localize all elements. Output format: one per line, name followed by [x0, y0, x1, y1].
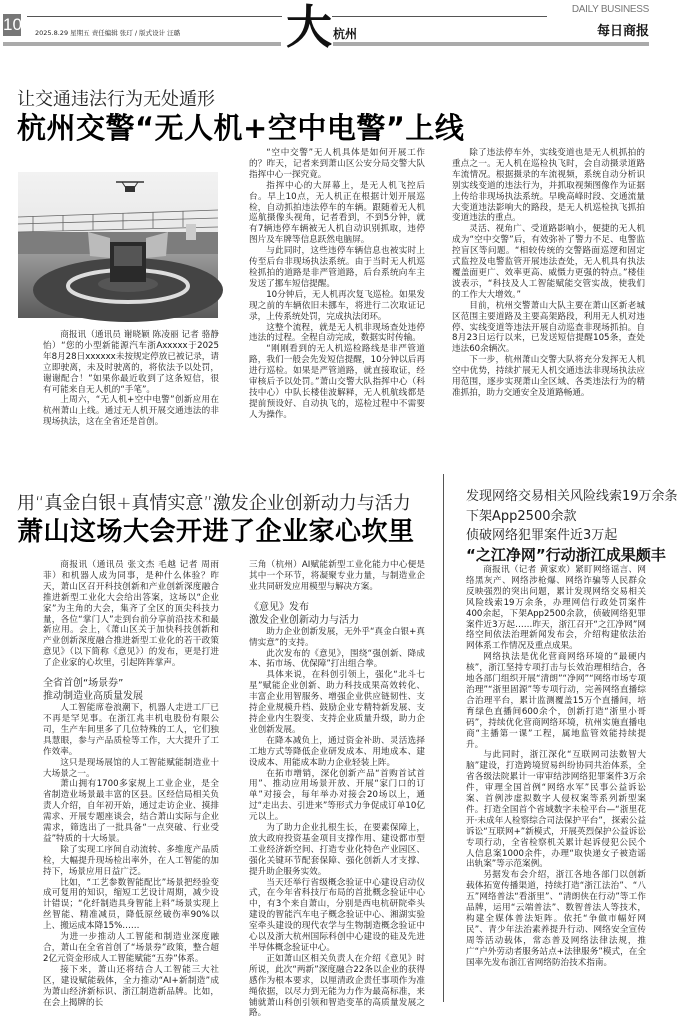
article1-column-3 — [452, 148, 645, 399]
paragraph: 人工智能席卷浪潮下，机器人走进工厂已不再是罕见事。在浙江兆丰机电股份有限公司，生产车间里多了几位特殊的工人，它们独具慧眼，参与产品质检等工作，大大提升了工作效率。 — [43, 703, 219, 757]
paragraph: 指挥中心的大屏幕上，是无人机飞控后台。早上10点，无人机正在根据计划开展巡检，自动抓拍违法停车的车辆。跟随着无人机巡航摄像头视角，记者看到，不到5分钟，就有7辆违停车辆被无人机自动识别抓取，违停图片及车牌等信息跃然电脑屏。 — [249, 180, 425, 246]
article1-column-1 — [43, 330, 219, 428]
drone-photo — [18, 172, 218, 318]
paragraph: 与此同时，这些违停车辆信息也被实时上传至后台非现场执法系统。由于当时无人机巡检抓拍的道路是非严管道路，后台系统向车主发送了挪车短信提醒。 — [249, 246, 425, 289]
article3-divider — [443, 474, 444, 1002]
paragraph: 这只是现场展馆的人工智能赋能制造业十大场景之一。 — [43, 757, 219, 779]
paragraph: 灵活、视角广、受道路影响小，便捷的无人机成为“空中交警”后，有效弥补了警力不足、电警监控盲区等问题。“相较传统的交警路面巡逻和固定式监控及电警监管开展违法查处，无人机具有执法覆盖面更广、效率更高、威慑力更强的特点。”楼佳波表示，“科技及人工智能赋能交管实战，使我们的工作大大增效。” — [452, 224, 645, 300]
paragraph: 助力企业创新发展，无外乎“真金白银+真情实意”的支持。 — [249, 626, 425, 648]
article2-title: 萧山这场大会开进了企业家心坎里 — [17, 517, 415, 547]
paragraph: 萧山拥有1700多家规上工业企业，是全省制造业场景最丰富的区县。区经信局相关负责人介绍，自年初开始，通过走访企业、摸排需求、开展专题座谈会，结合萧山实际与企业需求，筛选出了一批具备“一点突破、行业受益”特质的十大场景。 — [43, 779, 219, 844]
paragraph: 上周六，“无人机+空中电警”创新应用在杭州萧山上线。通过无人机开展交通违法的非现场执法，这在全省还是首创。 — [43, 395, 219, 428]
section-name: 杭州 — [333, 27, 358, 41]
brand-chinese: 每日商报 — [596, 24, 649, 39]
header-bar — [3, 42, 281, 46]
paragraph: 比如，“工艺参数智能配比”场景把经验变成可复用的知识，缩短工艺设计周期，减少设计错误；“化纤制造具身智能上料”场景实现上丝智能、精准减员，降低原丝破伤率90%以上、搬运成本降15%…… — [43, 877, 219, 932]
subheading: 全省首创“场景券” — [43, 678, 124, 690]
paragraph: 三角（杭州）AI赋能新型工业化能力中心便是其中一个环节，将凝聚专业力量，与制造业企业共同研发应用模型与解决方案。 — [249, 560, 425, 592]
header-rule — [332, 16, 547, 17]
paragraph: 这整个流程，就是无人机非现场查处违停违法的过程。全程自动完成，数据实时传输。 — [249, 322, 425, 344]
paragraph: 在降本减负上，通过资金补助、灵活选择工地方式等降低企业研发成本、用地成本、建设成本、用能成本助力企业轻装上阵。 — [249, 735, 425, 768]
kicker-line: 侦破网络犯罪案件近3万起 — [466, 528, 618, 543]
article3-kicker — [466, 487, 678, 565]
subheading: 《意见》发布 — [249, 601, 309, 613]
article3-title: “之江净网”行动浙江成果颇丰 — [466, 545, 666, 564]
brand-english: DAILY BUSINESS — [571, 4, 649, 15]
article2-column-1 — [43, 560, 219, 1008]
paragraph: 另据发布会介绍，浙江各地各部门以创新载体拓宽传播渠道，持续打造“浙江法治”、“八五”网络普法“看浙里”、“清朗侠在行动”等工作品牌，运用“云端普法”、数智普法人等技术，构建全媒体普法矩阵。依托“争做市幅好网民”、青少年法治素养提升行动、网络安全宣传周等活动载体，常态普及网络法律法规，推广“户外劳动者服务站点+法律服务”模式，在全国率先发布浙江省网络防治技术指南。 — [466, 870, 646, 968]
article1-kicker: 让交通违法行为无处遁形 — [17, 89, 215, 110]
paragraph: 商报讯（记者 黄家欢）紧盯网络谣言、网络黑灰产、网络涉枪爆、网络诈骗等人民群众反映强烈的突出问题，累计发现网络交易相关风险线索19万余条，办理网信行政处罚案件400余起，下架App2500余款，侦破网络犯罪案件近3万起……昨天，浙江召开“之江净网”网络空间依法治理新闻发布会，介绍构建依法治网体系工作情况及重点成果。 — [466, 565, 646, 652]
page-number: 10 — [3, 15, 22, 34]
paragraph: 除了实现工序间自动流转、多维度产品质检，大幅提升现场检出率外，在人工智能的加持下，场景应用日益广泛。 — [43, 844, 219, 877]
paragraph: 网络执法是优化营商网络环境的“最硬内核”，浙江坚持专项打击与长效治理相结合，各地各部门组织开展“清朗”“净网”“网络市场专项治理”“浙里固源”等专项行动，完善网络直播综合治理平台，累计监测覆盖15万个直播间，培育绿色直播间600余个，创新打造“浙里小哥码”，持续优化营商网络环境，杭州实施直播电商“主播第一课”工程，属地监管效能持续提升。 — [466, 652, 646, 750]
paragraph: 接下来，萧山还将结合人工智能三大社区，建设赋能载体，全力推动“AI+新制造”成为萧山经济新标识、浙江制造新品牌。比如，在会上揭牌的长 — [43, 964, 219, 1008]
paragraph: 在拓市增销，深化创新产品“首购首试首用”、推动应用场景开放、开展“家门口的订单”对接会，每年举办对接会20场以上，通过“走出去、引进来”等形式力争促成订单10亿元以上。 — [249, 768, 425, 823]
article1-column-2 — [249, 148, 425, 421]
paragraph: “空中交警”无人机具体是如何开展工作的？昨天，记者来到萧山区公安分局交警大队指挥中心一探究竟。 — [249, 148, 425, 180]
section-logo: 大 — [286, 0, 332, 54]
kicker-line: 发现网络交易相关风险线索19万余条 — [466, 489, 678, 504]
subheading: 推动制造业高质量发展 — [43, 691, 143, 703]
paragraph: “刚刚看到的无人机巡检路线是非严管道路，我们一般会先发短信提醒，10分钟以后再进行巡检。如果是严管道路，就直接取证，经审核后予以处罚。”萧山交警大队指挥中心（科技中心）中队长楼佳波解释，无人机航线都是提前预设好、自动执飞的，巡检过程中不需要人为操作。 — [249, 344, 425, 420]
article2-column-2 — [249, 560, 425, 1019]
paragraph: 当天还举行省级概念验证中心建设启动仪式，在今年省科技厅布局的首批概念验证中心中，有3个来自萧山，分别是西电杭研院牵头建设的智能汽车电子概念验证中心、湘湖实验室牵头建设的现代农学与生物制造概念验证中心以及浙大杭州国际科创中心建设的硅及先进半导体概念验证中心。 — [249, 877, 425, 953]
date-editor-line: 2025.8.29 星期五 责任编辑 张玎 / 版式设计 汪璐 — [35, 29, 181, 37]
paragraph: 与此同时，浙江深化“互联网司法数智大脑”建设，打造跨境贸易纠纷协同共治体系，全省各级法院累计一审审结涉网络犯罪案件3万余件，审理全国首例“网络水军”民事公益诉讼案、首例涉虚拟数字人侵权案等系列新型案件。打造全国首个省域数字未检平台—“浙里花开·未成年人检察综合司法保护平台”，探索公益诉讼“互联网+”新模式，开展英烈保护公益诉讼专项行动，全省检察机关累计起诉侵犯公民个人信息案1000余件，办理“取快递女子被造谣出轨案”等示范案例。 — [466, 750, 646, 870]
kicker-line: 下架App2500余款 — [466, 508, 577, 524]
paragraph: 为进一步推动人工智能和制造业深度融合，萧山在全省首创了“场景券”政策，整合超2亿元资金形成人工智能赋能“五券”体系。 — [43, 932, 219, 964]
subheading: 激发企业创新动力与活力 — [249, 614, 359, 626]
article1-title: 杭州交警“无人机+空中电警”上线 — [17, 111, 465, 145]
paragraph: 商报讯（通讯员 谢晓颖 陈凌丽 记者 骆静怡）“您的小型新能源汽车浙Axxxxx于2025年8月28日xxxxxx未按规定停放已被记录，请立即驶离，未及时驶离的，将依法予以处罚，谢谢配合！”如果你最近收到了这条短信，很有可能来自无人机的“手笔”。 — [43, 330, 219, 395]
article3-body — [466, 565, 646, 969]
paragraph: 下一步，杭州萧山交警大队将充分发挥无人机空中优势，持续扩展无人机交通违法非现场执法应用范围，逐步实现萧山全区域、各类违法行为的精准抓拍，助力交通安全及道路畅通。 — [452, 355, 645, 398]
paragraph: 此次发布的《意见》，围绕“强创新、降成本、拓市场、优保障”打出组合拳。 — [249, 648, 425, 670]
paragraph: 10分钟后，无人机再次复飞巡检。如果发现之前的车辆依旧未挪车，将进行二次取证记录，上传系统处罚，完成执法闭环。 — [249, 289, 425, 322]
article2-kicker: 用“真金白银+真情实意”激发企业创新动力与活力 — [17, 493, 411, 514]
paragraph: 为了助力企业扎根生长，在要素保障上，放大政府投资基金项目支撑作用、建设都市型工业经济新空间、打造专业化特色产业园区、强化关键环节配套保障、强化创新人才支撑、提升助企服务实效。 — [249, 823, 425, 877]
header-bar — [333, 42, 649, 46]
header-rule — [27, 16, 282, 17]
paragraph: 除了违法停车外，实线变道也是无人机抓拍的重点之一。无人机在巡检执飞时，会自动摄录道路车流情况。根据摄录的车流视频，系统自动分析识别实线变道的违法行为，并抓取视频图像作为证据上传给非现场执法系统。早晚高峰时段、交通流量大变道违法影响大的路段，是无人机巡检执飞抓拍变道违法的重点。 — [452, 148, 645, 224]
paragraph: 正如萧山区相关负责人在介绍《意见》时所说，此次“两新”深度融合22条以企业的获得感作为根本要求，以厘清政企责任事项作为准绳依据，以尽力到无能为力作为最高标准，来铺就萧山科创引领和智造变革的高质量发展之路。 — [249, 953, 425, 1019]
paragraph: 商报讯（通讯员 张文杰 毛越 记者 周雨菲）和机器人成为同事，是种什么体验？昨天，萧山区召开科技创新和产业创新深度融合推进新型工业化大会给出答案，这场以“企业家”为主角的大会，集齐了全区的顶尖科技力量，各位“掌门人”走到台前分享前沿技术和最新应用。会上，《萧山区关于加快科技创新和产业创新深度融合推进新型工业化的若干政策意见》（以下简称《意见》）的发布，更是打进了企业家的心坎里，引起阵阵掌声。 — [43, 560, 219, 669]
paragraph: 具体来说，在科创引领上，强化“北斗七星”赋能企业创新、助力科技成果高效转化、丰富企业用智服务、增强企业供应链韧性、支持企业规模升档、鼓励企业专精特新发展、支持企业内生裂变、支持企业质量升级，助力企业创新发展。 — [249, 670, 425, 735]
paragraph: 目前，杭州交警萧山大队主要在萧山区新老城区范围主要道路及主要高架路段，利用无人机对违停、实线变道等违法开展自动巡查非现场抓拍。自8月23日运行以来，已发送短信提醒105条，查处违法60余辆次。 — [452, 300, 645, 355]
